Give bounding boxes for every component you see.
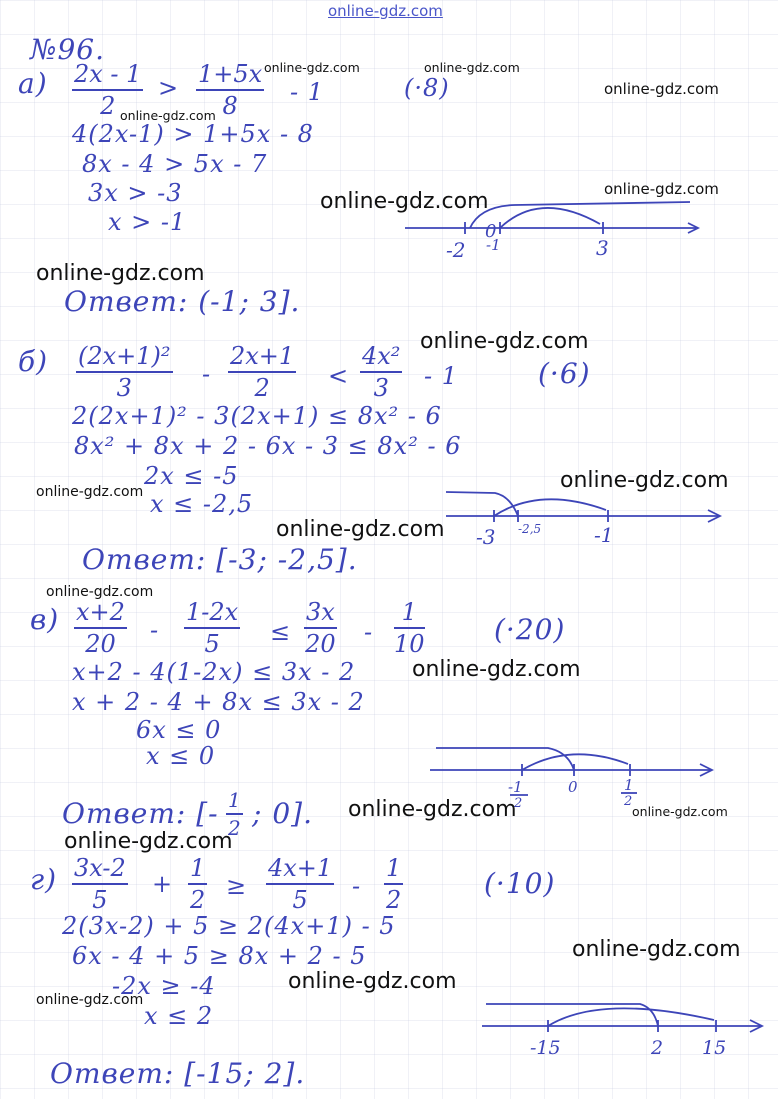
watermark-label[interactable]: online-gdz.com: [632, 804, 728, 819]
axis-label: -15: [530, 1037, 561, 1059]
fraction-denominator: 8: [222, 92, 238, 120]
fraction-numerator: 2x+1: [228, 344, 296, 373]
fraction-numerator: 1: [188, 856, 207, 885]
part-a-step-1: 4(2x-1) > 1+5x - 8: [72, 120, 314, 148]
part-b-step-3: 2x ≤ -5: [144, 462, 239, 490]
axis-label: -1: [486, 236, 501, 254]
part-b-sign: <: [328, 362, 350, 390]
fraction-numerator: 1: [384, 856, 403, 885]
part-c-step-4: x ≤ 0: [146, 742, 216, 770]
interval-arc: [548, 1008, 714, 1026]
part-a-step-4: x > -1: [108, 208, 187, 236]
axis-label: -1: [594, 523, 614, 547]
part-d-step-4: x ≤ 2: [144, 1002, 214, 1030]
fraction-denominator: 5: [292, 886, 308, 914]
part-d-letter: г): [30, 863, 58, 896]
watermark-label[interactable]: online-gdz.com: [348, 797, 517, 822]
part-b-minus: -: [202, 360, 212, 388]
fraction-numerator: 1-2x: [184, 600, 240, 629]
part-b-step-2: 8x² + 8x + 2 - 6x - 3 ≤ 8x² - 6: [74, 432, 462, 460]
part-d-answer: Ответ: [-15; 2].: [50, 1057, 306, 1090]
axis-label: -3: [476, 525, 496, 549]
watermark-label[interactable]: online-gdz.com: [412, 657, 581, 682]
axis-label: 15: [702, 1037, 727, 1059]
axis-label: 2: [624, 794, 633, 809]
part-d-sign: ≥: [226, 872, 248, 900]
watermark-label[interactable]: online-gdz.com: [424, 60, 520, 75]
part-b-step-4: x ≤ -2,5: [150, 490, 254, 518]
part-a-multiplier: (·8): [404, 74, 450, 102]
watermark-label[interactable]: online-gdz.com: [36, 484, 144, 500]
fraction-denominator: 2: [386, 886, 402, 914]
part-a-answer: Ответ: (-1; 3].: [64, 285, 301, 318]
fraction-denominator: 2: [228, 816, 241, 840]
fraction-numerator: 4x²: [360, 344, 402, 373]
fraction-denominator: 3: [373, 374, 389, 402]
part-c-answer-suffix: ; 0].: [252, 797, 313, 830]
fraction-denominator: 2: [254, 374, 270, 402]
watermark-label[interactable]: online-gdz.com: [120, 108, 216, 123]
part-c-step-3: 6x ≤ 0: [136, 716, 222, 744]
axis-label: 2: [514, 796, 523, 811]
axis-label: -1: [508, 778, 523, 796]
part-b-answer: Ответ: [-3; -2,5].: [82, 543, 358, 576]
watermark-label[interactable]: online-gdz.com: [46, 584, 154, 600]
part-b-multiplier: (·6): [538, 357, 591, 390]
axis-label: 1: [624, 776, 634, 794]
part-a-rhs-tail: - 1: [290, 78, 325, 106]
fraction-denominator: 3: [116, 374, 132, 402]
watermark-label[interactable]: online-gdz.com: [604, 180, 719, 198]
part-d-plus: +: [152, 870, 174, 898]
watermark-label[interactable]: online-gdz.com: [604, 80, 719, 98]
part-a-sign: >: [158, 74, 180, 102]
part-c-answer-prefix: Ответ: [-: [62, 797, 219, 830]
axis-label: 0: [568, 778, 578, 796]
axis-label: -2: [446, 238, 466, 262]
fraction-numerator: 4x+1: [266, 856, 334, 885]
watermark-top[interactable]: online-gdz.com: [328, 2, 443, 20]
watermark-label[interactable]: online-gdz.com: [420, 329, 589, 354]
part-a-step-3: 3x > -3: [88, 179, 183, 207]
fraction-numerator: 3x-2: [72, 856, 128, 885]
part-d-step-3: -2x ≥ -4: [112, 972, 216, 1000]
fraction-numerator: 1: [226, 790, 243, 815]
part-c-sign: ≤: [270, 618, 292, 646]
fraction-numerator: 1: [394, 600, 425, 629]
fraction-numerator: 1+5x: [196, 62, 264, 91]
part-c-letter: в): [30, 603, 60, 636]
watermark-label[interactable]: online-gdz.com: [560, 468, 729, 493]
fraction-denominator: 2: [190, 886, 206, 914]
part-c-minus: -: [150, 616, 160, 644]
part-b-step-1: 2(2x+1)² - 3(2x+1) ≤ 8x² - 6: [72, 402, 442, 430]
watermark-label[interactable]: online-gdz.com: [320, 189, 489, 214]
part-c-step-1: x+2 - 4(1-2x) ≤ 3x - 2: [72, 658, 356, 686]
part-a-letter: а): [18, 67, 48, 100]
fraction-denominator: 20: [85, 630, 116, 658]
fraction-numerator: 3x: [304, 600, 337, 629]
part-c-multiplier: (·20): [494, 613, 566, 646]
watermark-label[interactable]: online-gdz.com: [288, 969, 457, 994]
watermark-label[interactable]: online-gdz.com: [64, 829, 233, 854]
part-b-tail: - 1: [424, 362, 459, 390]
fraction-denominator: 10: [394, 630, 425, 658]
axis-label: -2,5: [518, 522, 542, 536]
part-d-step-2: 6x - 4 + 5 ≥ 8x + 2 - 5: [72, 942, 367, 970]
part-d-multiplier: (·10): [484, 867, 556, 900]
part-a-step-2: 8x - 4 > 5x - 7: [82, 150, 268, 178]
part-c-minus-2: -: [364, 618, 374, 646]
fraction-numerator: (2x+1)²: [76, 344, 173, 373]
axis-label: 0: [485, 221, 497, 242]
part-c-step-2: x + 2 - 4 + 8x ≤ 3x - 2: [72, 688, 365, 716]
axis-label: 2: [651, 1037, 664, 1059]
part-b-letter: б): [18, 345, 49, 378]
fraction-denominator: 5: [204, 630, 220, 658]
problem-number: №96.: [30, 33, 106, 66]
axis-label: 3: [596, 236, 609, 260]
part-d-step-1: 2(3x-2) + 5 ≥ 2(4x+1) - 5: [62, 912, 396, 940]
part-d-minus: -: [352, 872, 362, 900]
watermark-label[interactable]: online-gdz.com: [572, 937, 741, 962]
fraction-numerator: x+2: [74, 600, 127, 629]
watermark-label[interactable]: online-gdz.com: [276, 517, 445, 542]
fraction-denominator: 5: [92, 886, 108, 914]
watermark-label[interactable]: online-gdz.com: [36, 261, 205, 286]
watermark-label[interactable]: online-gdz.com: [36, 992, 144, 1008]
fraction-denominator: 2: [100, 92, 116, 120]
fraction-denominator: 20: [305, 630, 336, 658]
watermark-label[interactable]: online-gdz.com: [264, 60, 360, 75]
fraction-numerator: 2x - 1: [72, 62, 143, 91]
